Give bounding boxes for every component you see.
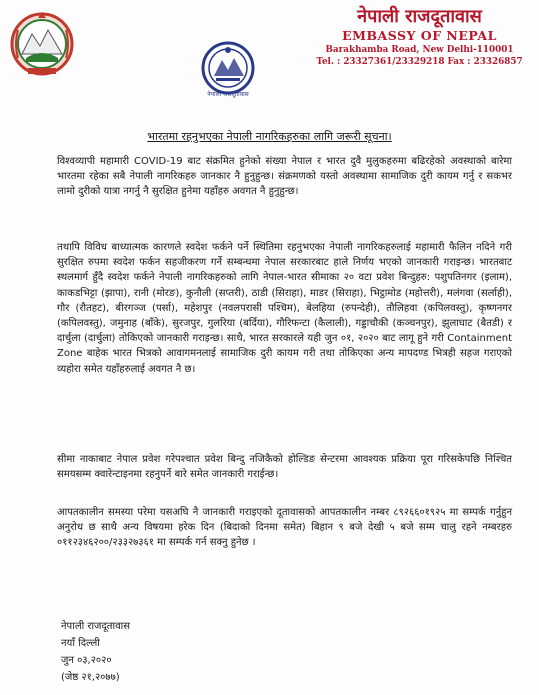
notice-title [0,129,539,144]
embassy-contact: Tel. : 23327361/23329218 Fax : 23326857 [316,57,523,67]
notice-title-text: भारतमा रहनुभएका नेपाली नागरिकहरुका लागि जरूरी सूचना। [147,130,392,143]
signature-date-bs: (जेष्ठ २१,२०७७) [61,672,120,683]
paragraph-4: आपतकालीन समस्या परेमा यसअघि नै जानकारी गराइएको दूतावासको आपतकालीन नम्बर ८९२६६०१९२५ मा सम्पर्क गर्नुहुन अनुरोध छ साथै अन्य विषयमा हरेक दिन (बिदाको दिनमा समेत) बिहान ९ बजे देखी ५ बजे सम्म चालु रहने नम्बरहरु ०११२३४६२००/२३३२७३६१ मा सम्पर्क गर्न सक्नु हुनेछ । [57,507,512,549]
embassy-name-nepali: नेपाली राजदूतावास [357,6,482,27]
signature-city: नयाँ दिल्ली [61,638,100,649]
nepal-emblem-icon [10,8,74,80]
embassy-seal-icon [186,38,270,114]
seal-caption: नेपाली राजदूतावास [207,91,249,98]
letterhead [312,6,527,68]
paragraph-2: तथापि विविध बाध्यात्मक कारणले स्वदेश फर्कने पर्ने स्थितिमा रहनुभएका नेपाली नागरिकहरुलाई महामारी फैलिन नदिने गरी सुरक्षित रुपमा स्वदेश फर्कन सहजीकरण गर्ने सम्बन्धमा नेपाल सरकारबाट हाले निर्णय भएको जानकारी गराइन्छ। भारतबाट स्थलमार्ग हुँदै स्वदेश फर्कने नेपाली नागरिकहरुको लागि नेपाल-भारत सीमाका २० वटा प्रवेश बिन्दुहरु: पशुपतिनगर (इलाम), काकडभिट्टा (झापा), रानी (मोरङ), कुनौली (सप्तरी), ठाडी (सिराहा), माडर (सिराहा), भिट्ठामोड (महोत्तरी), मलंगवा (सर्लाही), गौर (रौतहट), बीरगञ्ज (पर्सा), महेशपुर (नवलपरासी पश्चिम), बेलहिया (रुपन्देही), तौलिहवा (कपिलवस्तु), कृष्णनगर (कपिलवस्तु), जमुनाह (बाँके), सुरजपुर, गुलरिया (बर्दिया), गौरिफन्टा (कैलाली), गड्डाचौकी (कञ्चनपुर), झुलाघाट (बैतडी) र दार्चुला (दार्चुला) तोकिएको जानकारी गराइन्छ। साथै, भारत सरकारले यही जुन ०१, २०२० बाट लागू हुने गरी Containment Zone बाहेक भारत भित्रको आवागमनलाई सामाजिक दुरी कायम गरी तथा तोकिएका अन्य मापदण्ड भित्रही सहज गराएको व्यहोरा समेत यहाँहरुलाई अवगत नै छ। [57,242,512,375]
paragraph-1: विश्वव्यापी महामारी COVID-19 बाट संक्रमित हुनेको संख्या नेपाल र भारत दुवै मुलुकहरुमा बढिरहेको अवस्थाको बारेमा भारतमा रहेका सबै नेपाली नागरिकहरु जानकार नै हुनुहुन्छ। संक्रमणको यस्तो अवस्थामा सामाजिक दुरी कायम गर्नु र सकभर लामो दुरीको यात्रा नगर्नु नै सुरक्षित हुनेमा यहाँहरु अवगत नै हुनुहुन्छ। [57,156,512,198]
signature-office: नेपाली राजदूतावास [61,621,130,632]
embassy-name-english: EMBASSY OF NEPAL [342,28,497,43]
signature-date: जुन ०३,२०२० [61,655,112,666]
embassy-address: Barakhamba Road, New Delhi-110001 [325,45,514,55]
paragraph-3: सीमा नाकाबाट नेपाल प्रवेश गरेपश्चात प्रवेश बिन्दु नजिकैको होल्डिङ सेन्टरमा आवश्यक प्रक्रिया पूरा गरिसकेपछि निश्चित समयसम्म क्वारेन्टाइनमा रहनुपर्ने बारे समेत जानकारी गराईन्छ। [57,454,512,481]
